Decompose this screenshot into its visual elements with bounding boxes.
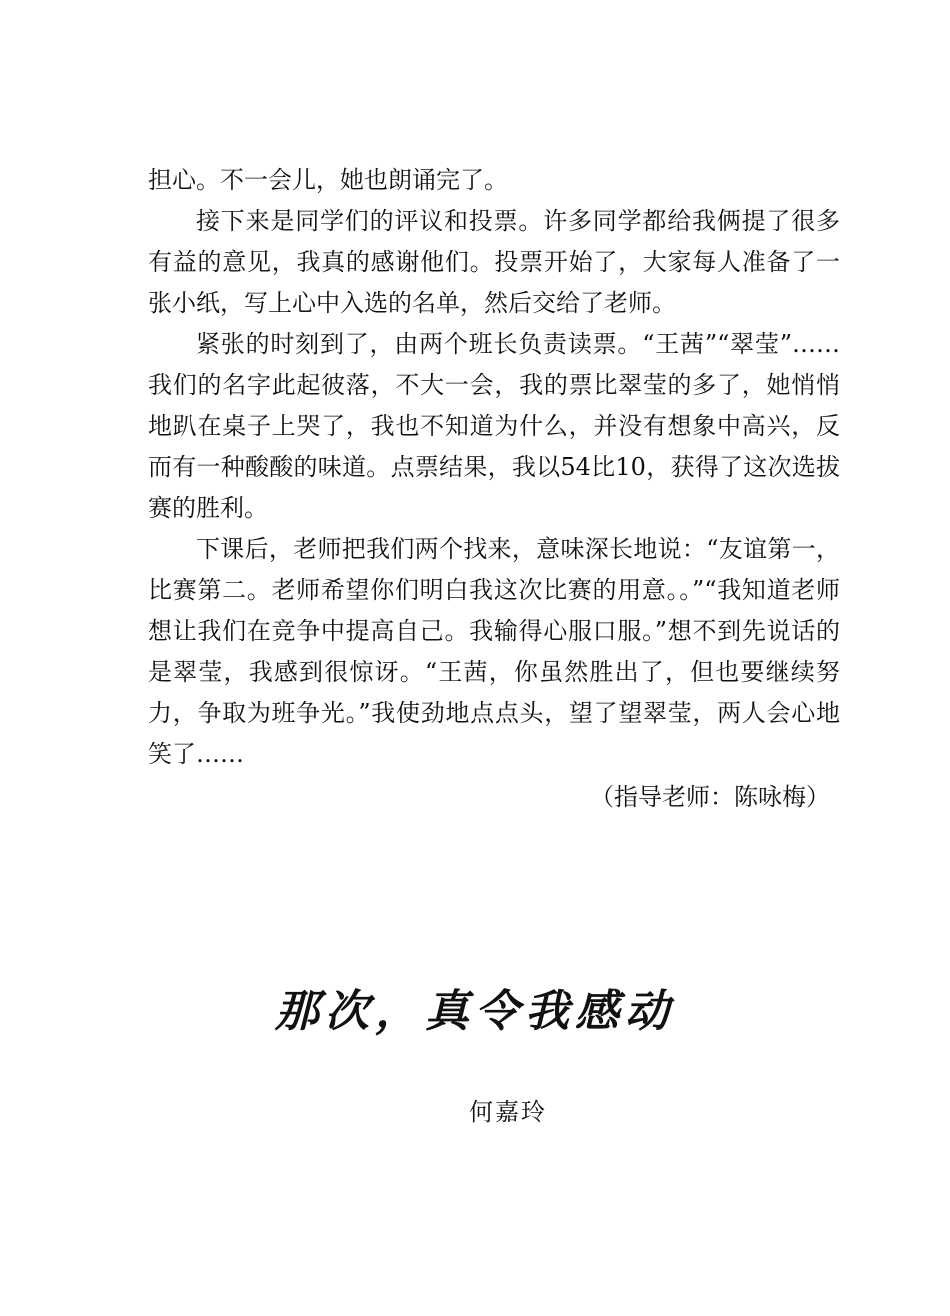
paragraph-4: 下课后，老师把我们两个找来，意味深长地说：“友谊第一，比赛第二。老师希望你们明白我这次比赛的用意。。”“我知道老师想让我们在竞争中提高自己。我输得心服口服。”想不到先说话的是翠莹，我感到很惊讶。“王茜，你虽然胜出了，但也要继续努力，争取为班争光。”我使劲地点点头，望了望翠莹，两人会心地笑了…… (148, 535, 840, 768)
article-body (148, 160, 840, 818)
paragraph-2: 接下来是同学们的评议和投票。许多同学都给我俩提了很多有益的意见，我真的感谢他们。投票开始了，大家每人准备了一张小纸，写上心中入选的名单，然后交给了老师。 (148, 207, 840, 317)
story-title: 那次，真令我感动 (275, 986, 675, 1037)
teacher-attribution: （指导老师：陈咏梅） (590, 783, 830, 811)
paragraph-3: 紧张的时刻到了，由两个班长负责读票。“王茜”“翠莹”……我们的名字此起彼落，不大一会，我的票比翠莹的多了，她悄悄地趴在桌子上哭了，我也不知道为什么，并没有想象中高兴，反而有一种酸酸的味道。点票结果，我以54比10，获得了这次选拔赛的胜利。 (148, 330, 840, 522)
paragraph-1: 担心。不一会儿，她也朗诵完了。 (148, 166, 508, 194)
story-author: 何嘉玲 (469, 1098, 547, 1126)
